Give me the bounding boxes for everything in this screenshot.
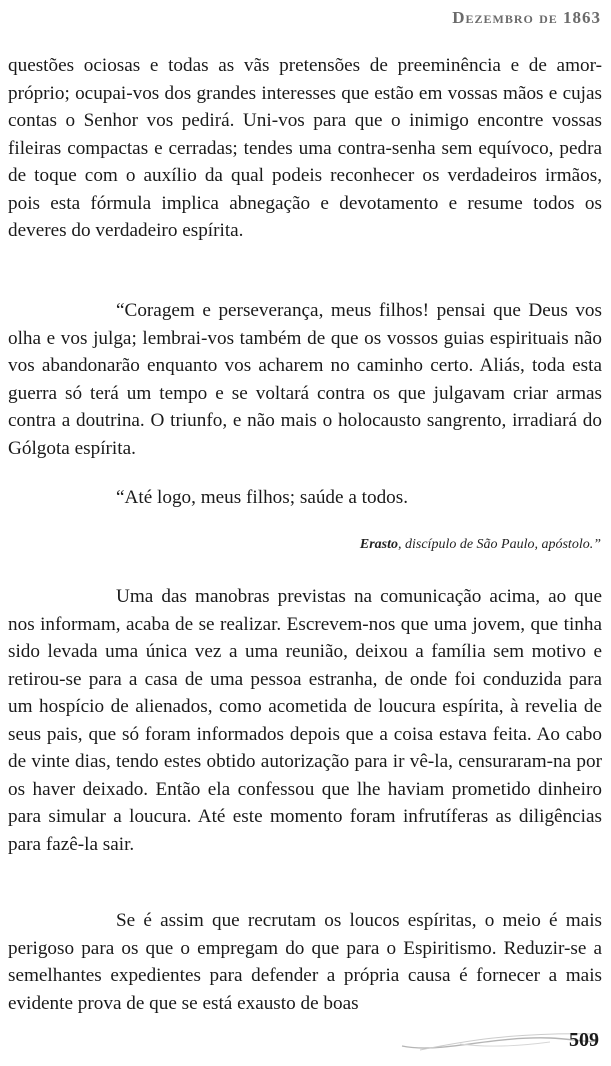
page-number: 509 <box>569 1029 599 1051</box>
signature-description: , discípulo de São Paulo, apóstolo.” <box>398 537 601 552</box>
signature <box>360 537 601 553</box>
paragraph-quote-farewell: “Até logo, meus filhos; saúde a todos. <box>116 487 409 508</box>
running-head: Dezembro de 1863 <box>452 8 601 27</box>
paragraph-quote-courage: “Coragem e perseverança, meus filhos! pensai que Deus vos olha e vos julga; lembrai-vos também de que os vossos guias espirituais não vos abandonarão enquanto vos acharem no caminho certo. Aliás, toda esta guerra só terá um tempo e se voltará contra os que julgavam criar armas contra a doutrina. O triunfo, e não mais o holocausto sangrento, irradiará do Gólgota espírita. <box>8 300 602 459</box>
paragraph-maneuver-report: Uma das manobras previstas na comunicação acima, ao que nos informam, acaba de se realizar. Escrevem-nos que uma jovem, que tinha sido levada uma única vez a uma reunião, deixou a família sem motivo e retirou-se para a casa de uma pessoa estranha, de onde foi conduzida para um hospício de alienados, como acometida de loucura espírita, à revelia de seus pais, que só foram informados depois que a coisa estava feita. Ao cabo de vinte dias, tendo estes obtido autorização para ir vê-la, censuraram-na por os haver deixado. Então ela confessou que lhe haviam prometido dinheiro para simular a loucura. Até este momento foram infrutíferas as diligências para fazê-la sair. <box>8 586 602 855</box>
signature-name: Erasto <box>359 537 398 552</box>
paragraph-continuation: questões ociosas e todas as vãs pretensões de preeminência e de amor-próprio; ocupai-vos dos grandes interesses que estão em vossas mãos e cujas contas o Senhor vos pedirá. Uni-vos para que o inimigo encontre vossas fileiras compactas e cerradas; tendes uma contra-senha sem equívoco, pedra de toque com o auxílio da qual podeis reconhecer os verdadeiros irmãos, pois esta fórmula implica abnegação e devotamento e resume todos os deveres do verdadeiro espírita. <box>8 55 602 241</box>
paragraph-conclusion: Se é assim que recrutam os loucos espíritas, o meio é mais perigoso para os que o empregam do que para o Espiritismo. Reduzir-se a semelhantes expedientes para defender a própria causa é fornecer a mais evidente prova de que se está exausto de boas <box>8 910 602 1014</box>
